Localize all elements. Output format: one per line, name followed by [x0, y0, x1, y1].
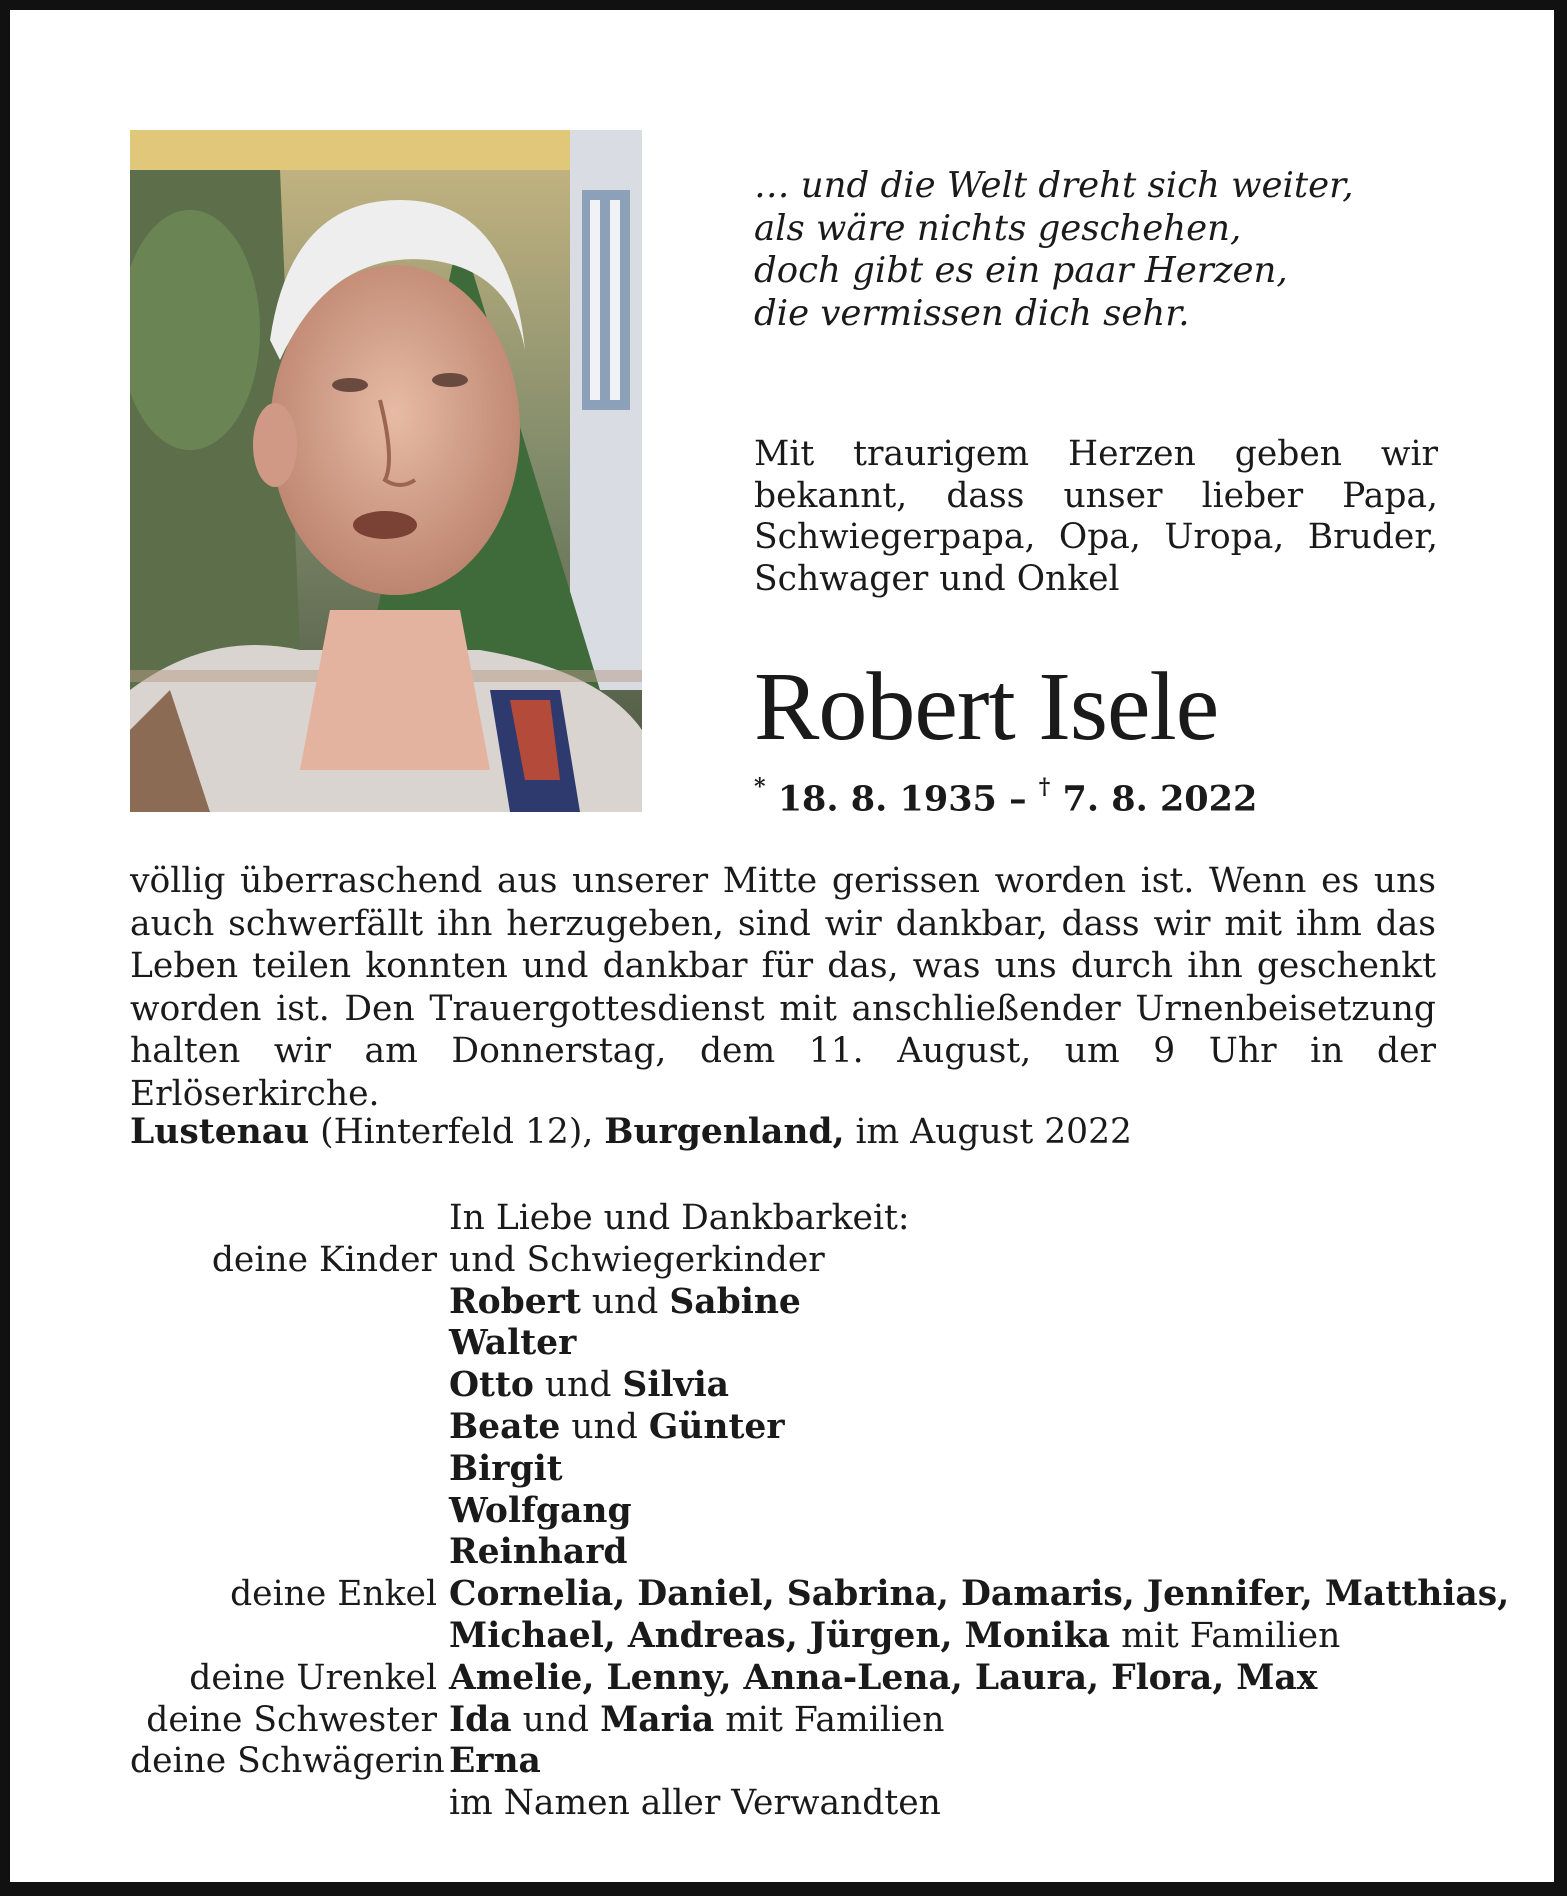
sisterinlaw-name: Erna [449, 1741, 541, 1782]
child-entry [449, 1491, 1509, 1533]
child-partner: Günter [648, 1406, 785, 1447]
grandchildren-names: Cornelia, Daniel, Sabrina, Damaris, Jennifer, Matthias, [449, 1574, 1510, 1615]
poem-line: als wäre nichts geschehen, [754, 207, 1242, 249]
grandchildren-label: deine Enkel [230, 1574, 437, 1615]
greatgrandchildren-names: Amelie, Lenny, Anna-Lena, Laura, Flora, Max [449, 1657, 1318, 1698]
child-entry [449, 1407, 1509, 1449]
child-entry [449, 1449, 1509, 1491]
date-separator: – [1009, 778, 1027, 820]
poem-line: die vermissen dich sehr. [754, 292, 1190, 334]
deceased-name: Robert Isele [754, 653, 1219, 761]
greatgrandchildren-line [449, 1658, 1509, 1700]
child-name: Beate [449, 1406, 561, 1447]
place-date: im August 2022 [855, 1112, 1133, 1152]
child-conj: und [571, 1406, 638, 1447]
grandchildren-suffix: mit Familien [1121, 1615, 1341, 1656]
sisters-line [449, 1700, 1509, 1742]
announcement-body: völlig überraschend aus unserer Mitte gerissen worden ist. Wenn es uns auch schwerfällt ihn herzugeben, sind wir dankbar, dass wir mit ihm das Leben teilen konnten und dankbar für das, was uns durch ihn geschenkt worden ist. Den Trauergottesdienst mit anschließender Urnenbeisetzung halten wir am Donnerstag, dem 11. August, um 9 Uhr in der Erlöserkirche. [130, 861, 1436, 1114]
poem-line: … und die Welt dreht sich weiter, [754, 165, 1354, 206]
portrait-photo [130, 130, 642, 812]
sisterinlaw-label: deine Schwägerin [130, 1741, 445, 1782]
child-entry [449, 1532, 1509, 1574]
life-dates [754, 774, 1258, 820]
child-entry [449, 1282, 1509, 1324]
sisters-label: deine Schwester [146, 1699, 437, 1740]
death-date: 7. 8. 2022 [1062, 778, 1258, 820]
child-name: Wolfgang [449, 1490, 632, 1531]
children-label: deine Kinder [211, 1239, 437, 1280]
mourners-opening: In Liebe und Dankbarkeit: [449, 1198, 910, 1238]
mourners-list [130, 1198, 1510, 1825]
birth-symbol: * [754, 774, 766, 800]
place-town: Lustenau [130, 1112, 310, 1152]
sisters-conj: und [522, 1699, 590, 1740]
grandchildren-line-2 [449, 1616, 1509, 1658]
death-symbol: † [1038, 774, 1051, 800]
sister-name: Ida [449, 1699, 512, 1740]
child-name: Reinhard [449, 1532, 628, 1573]
children-heading: und Schwiegerkinder [449, 1239, 825, 1280]
portrait-illustration [130, 130, 642, 812]
birth-date: 18. 8. 1935 [777, 778, 997, 820]
sisterinlaw-line [449, 1741, 1509, 1783]
child-name: Otto [449, 1365, 534, 1406]
child-partner: Silvia [622, 1365, 730, 1406]
poem-line: doch gibt es ein paar Herzen, [754, 250, 1288, 291]
child-conj: und [544, 1365, 612, 1406]
poem [754, 165, 1354, 335]
child-name: Robert [449, 1281, 581, 1322]
announcement-intro: Mit traurigem Herzen geben wir bekannt, dass unser lieber Papa, Schwiegerpapa, Opa, Uropa, Bruder, Schwager und Onkel [754, 434, 1438, 600]
grandchildren-names: Michael, Andreas, Jürgen, Monika [449, 1615, 1111, 1656]
child-entry [449, 1365, 1509, 1407]
place-and-date [130, 1112, 1132, 1152]
grandchildren-line-1 [449, 1574, 1509, 1616]
child-entry [449, 1323, 1509, 1365]
child-partner: Sabine [669, 1281, 801, 1322]
greatgrandchildren-label: deine Urenkel [189, 1657, 437, 1698]
place-address: (Hinterfeld 12), [320, 1112, 594, 1152]
sister-name: Maria [600, 1699, 715, 1740]
mourners-closing: im Namen aller Verwandten [449, 1783, 941, 1824]
child-conj: und [591, 1281, 659, 1322]
child-name: Walter [449, 1323, 577, 1364]
child-name: Birgit [449, 1448, 563, 1489]
place-region: Burgenland, [604, 1112, 845, 1152]
sisters-suffix: mit Familien [725, 1699, 945, 1740]
